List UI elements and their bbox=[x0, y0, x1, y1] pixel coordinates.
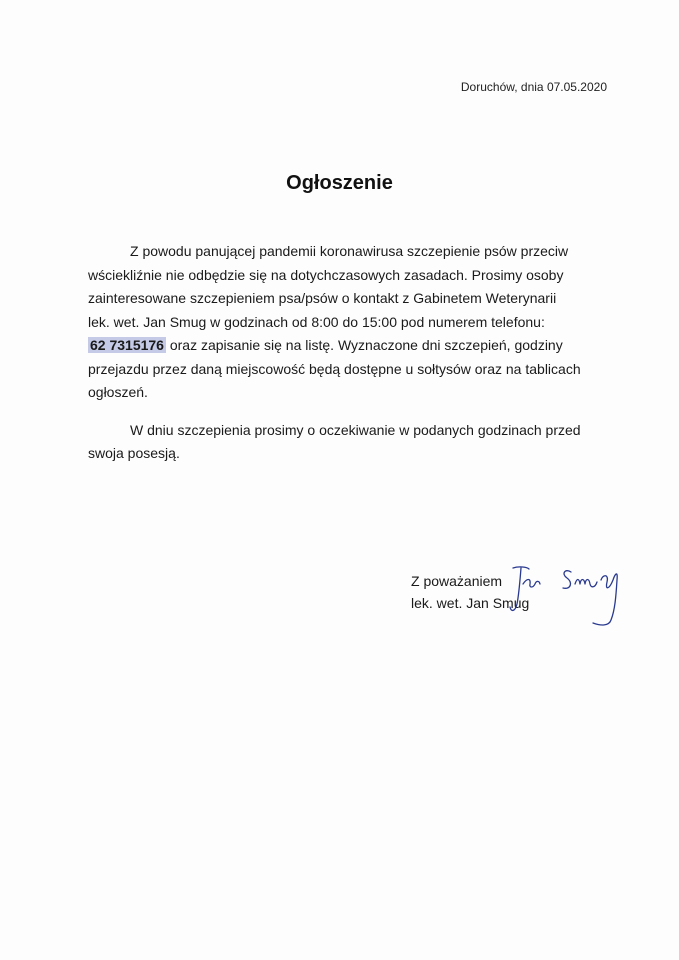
paragraph-1-line-7: ogłoszeń. bbox=[88, 384, 148, 400]
paragraph-1 bbox=[88, 240, 608, 405]
closing-signatory: lek. wet. Jan Smug bbox=[411, 595, 530, 611]
paragraph-2-line-1: W dniu szczepienia prosimy o oczekiwanie w podanych godzinach przed bbox=[130, 421, 581, 438]
paragraph-1-line-3: zainteresowane szczepieniem psa/psów o kontakt z Gabinetem Weterynarii bbox=[88, 290, 557, 306]
paragraph-1-line-2: wściekliźnie nie odbędzie się na dotychczasowych zasadach. Prosimy osoby bbox=[88, 266, 564, 283]
announcement-body bbox=[88, 240, 608, 466]
paragraph-1-line-4: lek. wet. Jan Smug w godzinach od 8:00 do 15:00 pod numerem telefonu: bbox=[88, 313, 545, 330]
document-title: Ogłoszenie bbox=[286, 172, 393, 194]
paragraph-2 bbox=[88, 419, 608, 466]
paragraph-1-line-5-rest: oraz zapisanie się na listę. Wyznaczone dni szczepień, godziny bbox=[165, 337, 563, 353]
handwritten-signature bbox=[505, 560, 635, 635]
phone-number: 62 7315176 bbox=[90, 337, 164, 353]
paragraph-1-line-1: Z powodu panującej pandemii koronawirusa szczepienie psów przeciw bbox=[130, 243, 569, 259]
paragraph-2-line-2: swoja posesją. bbox=[88, 445, 180, 461]
place-date: Doruchów, dnia 07.05.2020 bbox=[460, 80, 607, 94]
paragraph-1-line-6: przejazdu przez daną miejscowość będą dostępne u sołtysów oraz na tablicach bbox=[88, 360, 581, 377]
closing-regards: Z poważaniem bbox=[411, 573, 503, 589]
paragraph-1-line-5 bbox=[88, 334, 608, 358]
